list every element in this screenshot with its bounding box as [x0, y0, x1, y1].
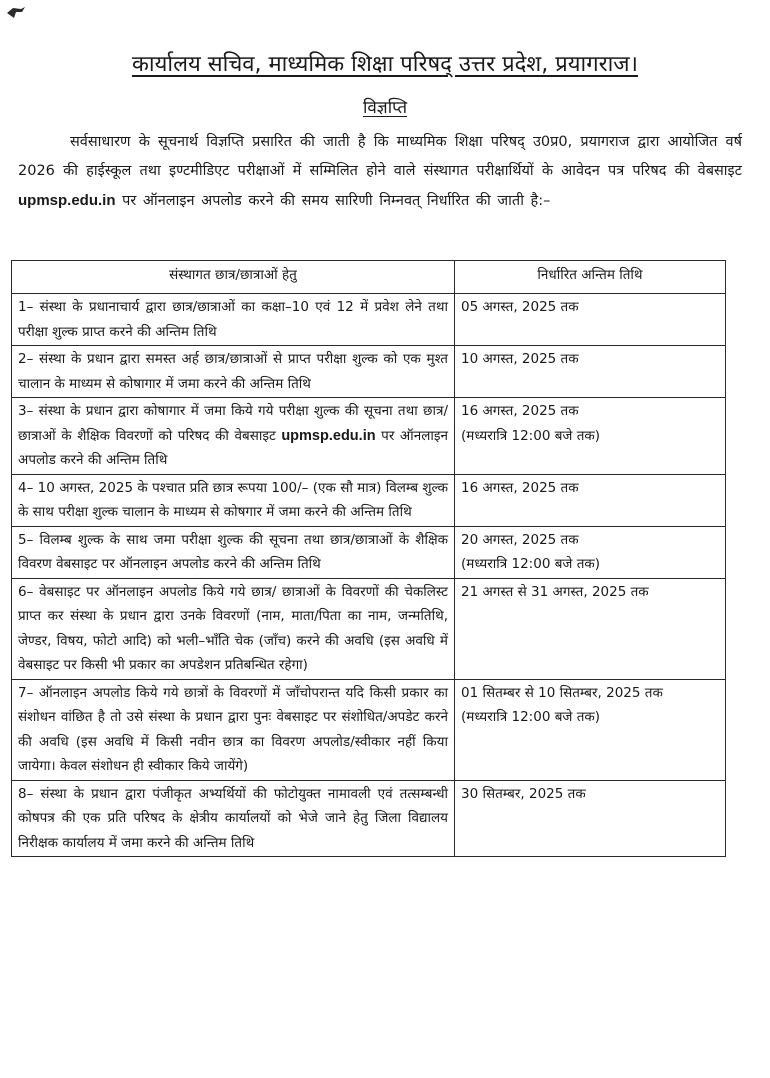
- deadline-date: 21 अगस्त से 31 अगस्त, 2025 तक: [461, 583, 649, 600]
- deadline-cell: [455, 346, 726, 398]
- table-row: [12, 294, 726, 346]
- schedule-table: [11, 260, 726, 857]
- deadline-note: (मध्यरात्रि 12:00 बजे तक): [461, 427, 601, 444]
- deadline-date: 20 अगस्त, 2025 तक: [461, 531, 579, 548]
- deadline-cell: [455, 578, 726, 679]
- table-row: [12, 346, 726, 398]
- table-row: [12, 780, 726, 857]
- deadline-cell: [455, 526, 726, 578]
- task-text-end: पर ऑनलाइन अपलोड करने की अन्तिम तिथि: [18, 427, 448, 468]
- deadline-note: (मध्यरात्रि 12:00 बजे तक): [461, 556, 601, 572]
- task-cell: 1– संस्था के प्रधानाचार्य द्वारा छात्र/छात्राओं का कक्षा–10 एवं 12 में प्रवेश लेने तथा परीक्षा शुल्क प्राप्त करने की अन्तिम तिथि: [12, 294, 455, 346]
- task-cell: 8– संस्था के प्रधान द्वारा पंजीकृत अभ्यर्थियों की फोटोयुक्त नामावली एवं तत्सम्बन्धी कोषपत्र की एक प्रति परिषद के क्षेत्रीय कार्यालयों को भेजे जाने हेतु जिला विद्यालय निरीक्षक कार्यालय में जमा करने की अन्तिम तिथि: [12, 780, 455, 857]
- task-cell: 2– संस्था के प्रधान द्वारा समस्त अर्ह छात्र/छात्राओं से प्राप्त परीक्षा शुल्क को एक मुश्त चालान के माध्यम से कोषागार में जमा करने की अन्तिम तिथि: [12, 346, 455, 398]
- corner-scan-mark-icon: [6, 6, 26, 20]
- task-cell: 6– वेबसाइट पर ऑनलाइन अपलोड किये गये छात्र/ छात्राओं के विवरणों की चेकलिस्ट प्राप्त कर संस्था के प्रधान द्वारा उनके विवरणों (नाम, माता/पिता का नाम, जन्मतिथि, जेण्डर, विषय, फोटो आदि) को भली–भाँति चेक (जाँच) करने की अवधि (इस अवधि में वेबसाइट पर किसी भी प्रकार का अपडेशन प्रतिबन्धित रहेगा): [12, 578, 455, 679]
- header-deadline: निर्धारित अन्तिम तिथि: [455, 261, 726, 294]
- table-row: [12, 398, 726, 475]
- notice-title: विज्ञप्ति: [362, 98, 408, 118]
- deadline-cell: [455, 780, 726, 857]
- deadline-cell: [455, 474, 726, 526]
- deadline-date: 16 अगस्त, 2025 तक: [461, 403, 579, 419]
- deadline-date: 16 अगस्त, 2025 तक: [461, 479, 579, 496]
- deadline-date: 05 अगस्त, 2025 तक: [461, 299, 579, 315]
- deadline-note: (मध्यरात्रि 12:00 बजे तक): [461, 709, 601, 725]
- task-cell: 4– 10 अगस्त, 2025 के पश्चात प्रति छात्र रूपया 100/– (एक सौ मात्र) विलम्ब शुल्क के साथ परीक्षा शुल्क चालान के माध्यम से कोषगार में जमा करने की अन्तिम तिथि: [12, 474, 455, 526]
- task-text: 3– संस्था के प्रधान द्वारा कोषागार में जमा किये गये परीक्षा शुल्क की सूचना तथा छात्र/छात्राओं के शैक्षिक विवरणों को परिषद की वेबसाइट: [18, 403, 448, 444]
- header-task: संस्थागत छात्र/छात्राओं हेतु: [12, 261, 455, 294]
- task-cell: [12, 398, 455, 475]
- table-row: [12, 578, 726, 679]
- deadline-date: 10 अगस्त, 2025 तक: [461, 351, 579, 367]
- intro-text-part-2: पर ऑनलाइन अपलोड करने की समय सारिणी निम्नवत् निर्धारित की जाती है:–: [122, 193, 551, 209]
- intro-website-link[interactable]: upmsp.edu.in: [18, 192, 116, 209]
- deadline-cell: [455, 398, 726, 475]
- deadline-date: 30 सितम्बर, 2025 तक: [461, 785, 586, 802]
- intro-text-part-1: सर्वसाधारण के सूचनार्थ विज्ञप्ति प्रसारित की जाती है कि माध्यमिक शिक्षा परिषद् उ0प्र0, प्रयागराज द्वारा आयोजित वर्ष 2026 की हाईस्कूल तथा इण्टमीडिएट परीक्षाओं में सम्मिलित होने वाले संस्थागत परीक्षार्थियों के आवेदन पत्र परिषद की वेबसाइट: [18, 134, 742, 179]
- deadline-cell: [455, 294, 726, 346]
- schedule-header-row: [12, 261, 726, 294]
- task-website-link[interactable]: upmsp.edu.in: [281, 427, 376, 444]
- deadline-cell: [455, 679, 726, 780]
- table-row: [12, 474, 726, 526]
- office-heading: कार्यालय सचिव, माध्यमिक शिक्षा परिषद् उत्तर प्रदेश, प्रयागराज।: [132, 52, 638, 77]
- deadline-date: 01 सितम्बर से 10 सितम्बर, 2025 तक: [461, 684, 663, 701]
- task-cell: 5– विलम्ब शुल्क के साथ जमा परीक्षा शुल्क की सूचना तथा छात्र/छात्राओं के शैक्षिक विवरण वेबसाइट पर ऑनलाइन अपलोड करने की अन्तिम तिथि: [12, 526, 455, 578]
- table-row: [12, 526, 726, 578]
- notice-intro-paragraph: [18, 128, 742, 216]
- table-row: [12, 679, 726, 780]
- task-cell: 7– ऑनलाइन अपलोड किये गये छात्रों के विवरणों में जाँचोपरान्त यदि किसी प्रकार का संशोधन वांछित है तो उसे संस्था के प्रधान द्वारा पुनः वेबसाइट पर संशोधित/अपडेट करने की अवधि (इस अवधि में किसी नवीन छात्र का विवरण अपलोड/स्वीकार नहीं किया जायेगा। केवल संशोधन ही स्वीकार किये जायेंगे): [12, 679, 455, 780]
